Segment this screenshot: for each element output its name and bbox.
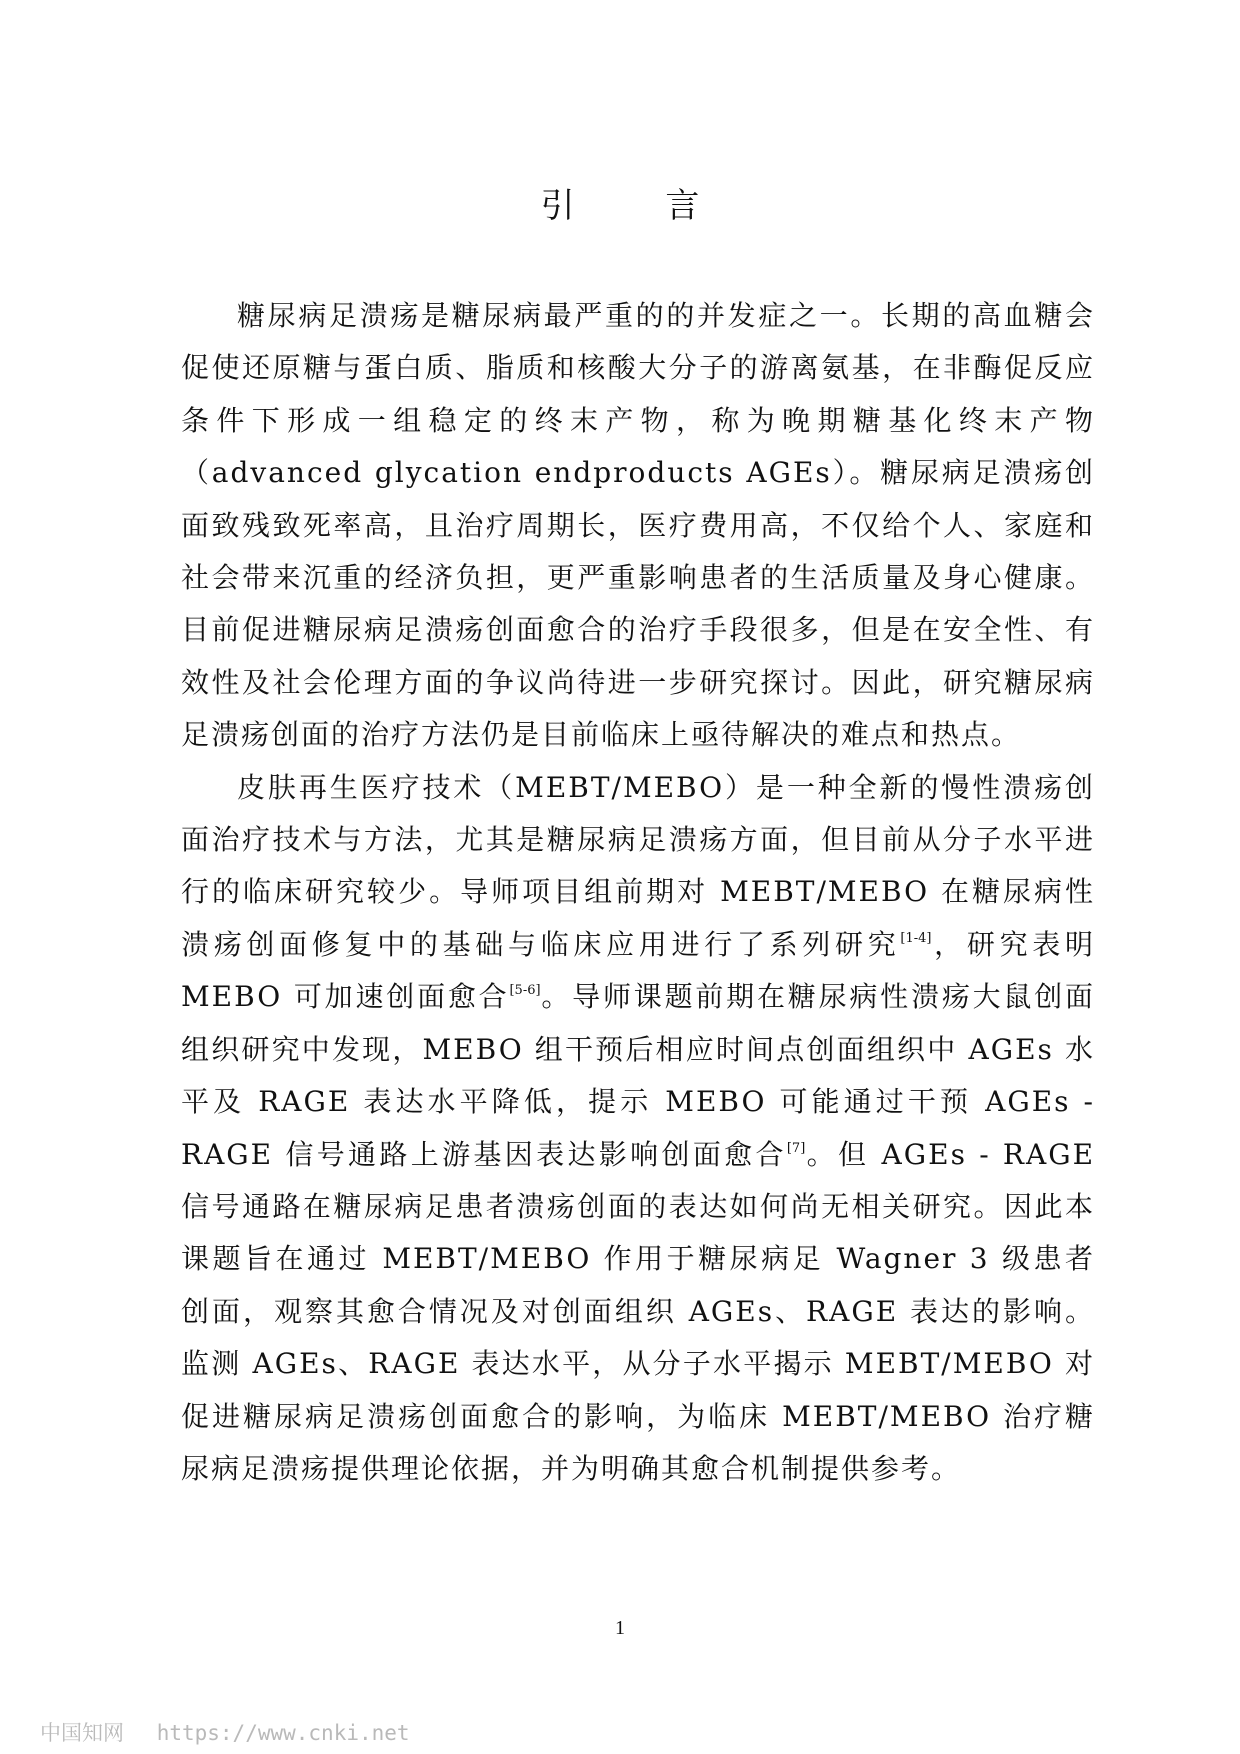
paragraph [181, 290, 1095, 762]
paragraph-text: 。但 AGEs - RAGE 信号通路在糖尿病足患者溃疡创面的表达如何尚无相关研究。因此本课题旨在通过 MEBT/MEBO 作用于糖尿病足 Wagner 3 级患者创面，观察其愈合情况及对创面组织 AGEs、RAGE 表达的影响。监测 AGEs、RAGE 表达水平，从分子水平揭示 MEBT/MEBO 对促进糖尿病足溃疡创面愈合的影响，为临床 MEBT/MEBO 治疗糖尿病足溃疡提供理论依据，并为明确其愈合机制提供参考。 [181, 1137, 1096, 1485]
paragraph-text: ，研究表明 MEBO 可加速创面愈合 [181, 927, 1095, 1014]
paragraph-text: 。导师课题前期在糖尿病性溃疡大鼠创面组织研究中发现，MEBO 组干预后相应时间点创面组织中 AGEs 水平及 RAGE 表达水平降低，提示 MEBO 可能通过干预 AGEs - RAGE 信号通路上游基因表达影响创面愈合 [181, 980, 1095, 1171]
citation[interactable]: [5-6] [509, 983, 541, 999]
paragraph-text: 糖尿病足溃疡是糖尿病最严重的的并发症之一。长期的高血糖会促使还原糖与蛋白质、脂质和核酸大分子的游离氨基，在非酶促反应条件下形成一组稳定的终末产物，称为晚期糖基化终末产物（advanced glycation endproducts AGEs）。糖尿病足溃疡创面致残致死率高，且治疗周期长，医疗费用高，不仅给个人、家庭和社会带来沉重的经济负担，更严重影响患者的生活质量及身心健康。目前促进糖尿病足溃疡创面愈合的治疗手段很多，但是在安全性、有效性及社会伦理方面的争议尚待进一步研究探讨。因此，研究糖尿病足溃疡创面的治疗方法仍是目前临床上亟待解决的难点和热点。 [181, 299, 1095, 752]
page-number: 1 [615, 1617, 625, 1639]
watermark-site-name: 中国知网 [40, 1721, 124, 1745]
page-title: 引 言 [540, 186, 740, 226]
watermark-url[interactable]: https://www.cnki.net [156, 1721, 410, 1745]
watermark [40, 1717, 410, 1747]
paragraph-text: 皮肤再生医疗技术（MEBT/MEBO）是一种全新的慢性溃疡创面治疗技术与方法，尤其是糖尿病足溃疡方面，但目前从分子水平进行的临床研究较少。导师项目组前期对 MEBT/MEBO 在糖尿病性溃疡创面修复中的基础与临床应用进行了系列研究 [181, 770, 1095, 961]
citation[interactable]: [1-4] [900, 930, 932, 946]
citation[interactable]: [7] [786, 1140, 806, 1156]
paragraph [181, 762, 1095, 1496]
body-text [181, 290, 1095, 1495]
